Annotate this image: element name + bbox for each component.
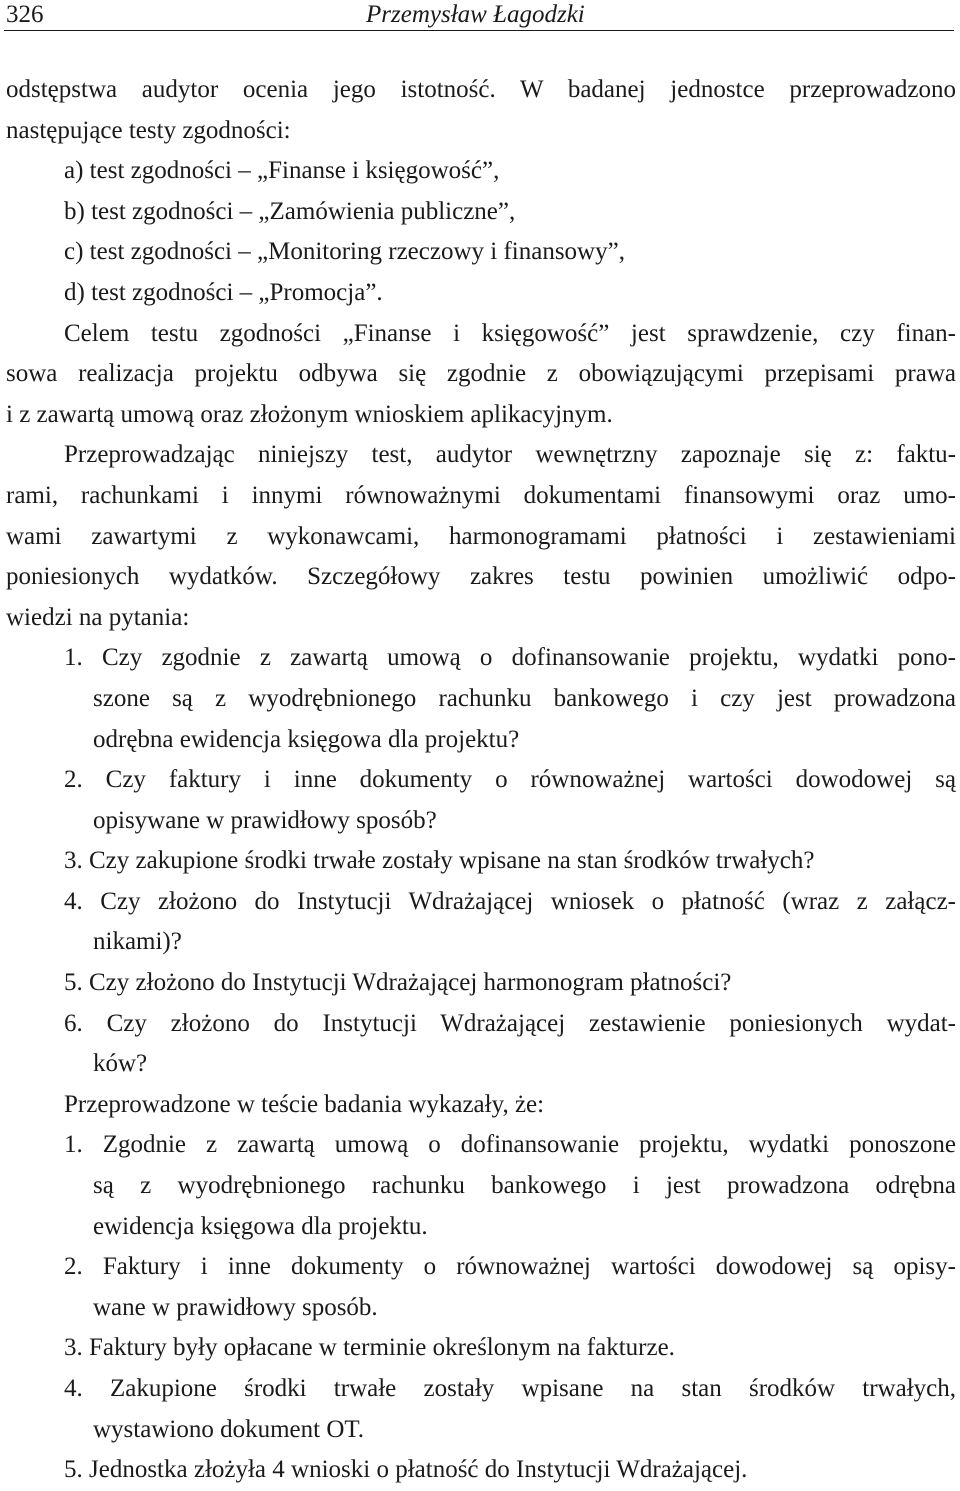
numbered-item: 3. Czy zakupione środki trwałe zostały wpisane na stan środków trwałych? (64, 847, 815, 875)
text-line: poniesionych wydatków. Szczegółowy zakres testu powinien umożliwić odpo- (6, 563, 956, 591)
numbered-item: 6. Czy złożono do Instytucji Wdrażającej zestawienie poniesionych wydat- (64, 1009, 956, 1037)
text-line: wiedzi na pytania: (6, 603, 190, 631)
text-line: sowa realizacja projektu odbywa się zgodnie z obowiązującymi przepisami prawa (6, 360, 956, 388)
numbered-item-continuation: nikami)? (93, 928, 182, 956)
numbered-item-continuation: wane w prawidłowy sposób. (93, 1293, 378, 1321)
list-item: b) test zgodności – „Zamówienia publiczne”, (64, 197, 516, 225)
text-line: rami, rachunkami i innymi równoważnymi dokumentami finansowymi oraz umo- (6, 481, 956, 509)
text-line: wami zawartymi z wykonawcami, harmonogramami płatności i zestawieniami (6, 522, 956, 550)
numbered-item: 5. Jednostka złożyła 4 wnioski o płatność do Instytucji Wdrażającej. (64, 1456, 748, 1484)
body-text (6, 70, 956, 1491)
numbered-item: 4. Czy złożono do Instytucji Wdrażającej wniosek o płatność (wraz z załącz- (64, 887, 956, 915)
text-line: i z zawartą umową oraz złożonym wnioskiem aplikacyjnym. (6, 400, 613, 428)
numbered-item-continuation: odrębna ewidencja księgowa dla projektu? (93, 725, 520, 753)
list-item: a) test zgodności – „Finanse i księgowość”, (64, 157, 500, 185)
numbered-item-continuation: szone są z wyodrębnionego rachunku bankowego i czy jest prowadzona (93, 684, 956, 712)
running-head: Przemysław Łagodzki (366, 1, 585, 28)
numbered-item: 5. Czy złożono do Instytucji Wdrażającej harmonogram płatności? (64, 969, 732, 997)
text-line: następujące testy zgodności: (6, 116, 291, 144)
numbered-item-continuation: są z wyodrębnionego rachunku bankowego i jest prowadzona odrębna (93, 1172, 956, 1200)
page-header (4, 0, 954, 31)
numbered-item: 2. Czy faktury i inne dokumenty o równoważnej wartości dowodowej są (64, 766, 956, 794)
text-line: odstępstwa audytor ocenia jego istotność. W badanej jednostce przeprowadzono (6, 76, 956, 103)
numbered-item: 1. Zgodnie z zawartą umową o dofinansowanie projektu, wydatki ponoszone (64, 1131, 956, 1159)
list-item: c) test zgodności – „Monitoring rzeczowy i finansowy”, (64, 238, 625, 266)
paragraph-line: Celem testu zgodności „Finanse i księgowość” jest sprawdzenie, czy finan- (64, 319, 956, 347)
numbered-item: 3. Faktury były opłacane w terminie określonym na fakturze. (64, 1334, 675, 1362)
numbered-item-continuation: ków? (93, 1050, 148, 1078)
numbered-item: 4. Zakupione środki trwałe zostały wpisane na stan środków trwałych, (64, 1375, 956, 1402)
numbered-item-continuation: ewidencja księgowa dla projektu. (93, 1212, 428, 1240)
page-number: 326 (6, 1, 44, 28)
paragraph-line: Przeprowadzone w teście badania wykazały, że: (64, 1090, 545, 1118)
numbered-item: 1. Czy zgodnie z zawartą umową o dofinansowanie projektu, wydatki pono- (64, 644, 956, 672)
numbered-item: 2. Faktury i inne dokumenty o równoważnej wartości dowodowej są opisy- (64, 1253, 956, 1281)
numbered-item-continuation: opisywane w prawidłowy sposób? (93, 806, 437, 834)
paragraph-line: Przeprowadzając niniejszy test, audytor wewnętrzny zapoznaje się z: faktu- (64, 441, 956, 469)
numbered-item-continuation: wystawiono dokument OT. (93, 1415, 365, 1443)
list-item: d) test zgodności – „Promocja”. (64, 278, 383, 306)
